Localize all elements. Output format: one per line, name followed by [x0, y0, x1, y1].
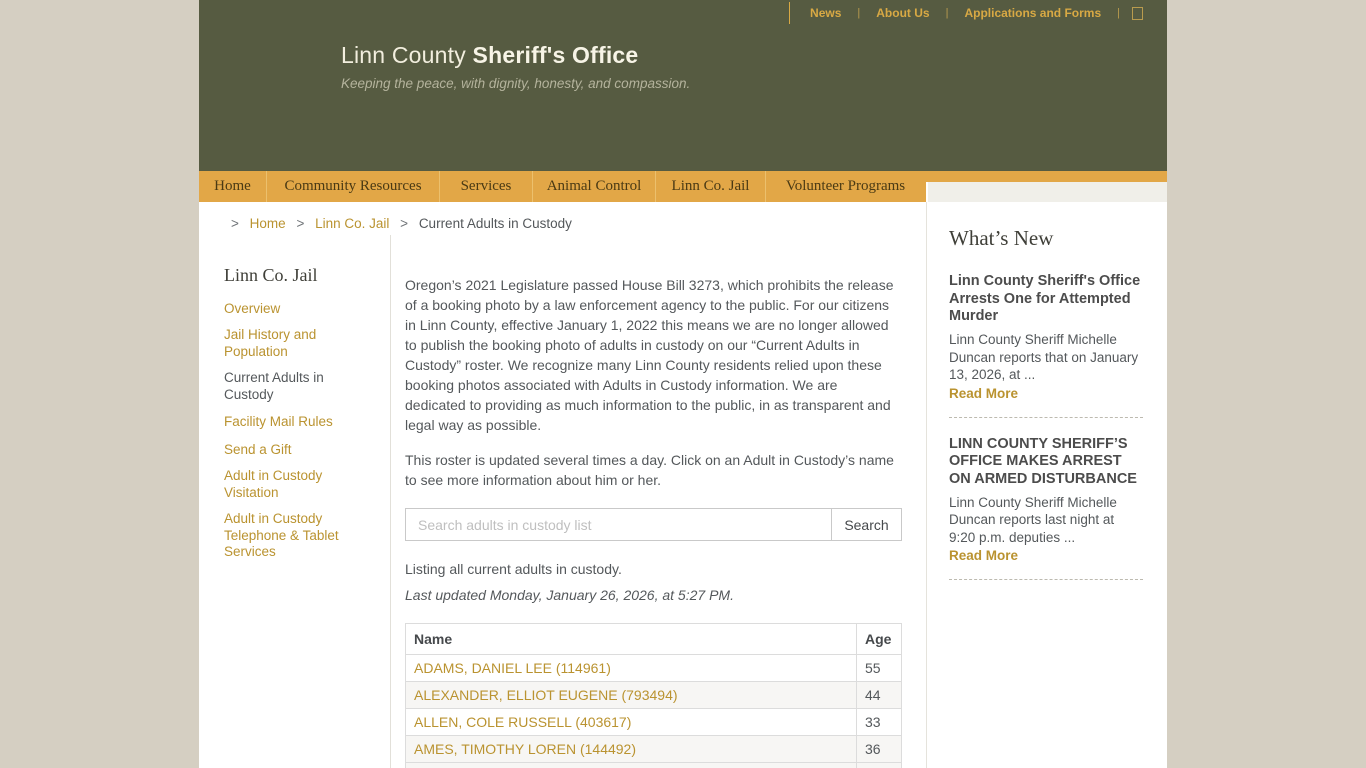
jail-nav-item — [224, 300, 374, 317]
jail-nav-item — [224, 327, 374, 360]
search-input[interactable] — [406, 509, 831, 540]
main-nav — [199, 171, 926, 202]
topbar-link-wrap — [804, 6, 870, 20]
topbar-link[interactable]: About Us — [876, 6, 930, 20]
inmate-name-link[interactable]: AMES, TIMOTHY LOREN (144492) — [414, 741, 636, 758]
nav-tab[interactable]: Services — [440, 171, 533, 202]
main-columns — [199, 235, 926, 768]
custody-article — [391, 235, 926, 768]
nav-tab[interactable]: Animal Control — [533, 171, 656, 202]
site-title-regular: Linn County — [341, 42, 466, 68]
jail-nav-item — [224, 468, 374, 501]
inmate-name-cell — [406, 709, 857, 736]
jail-nav-item — [224, 370, 374, 403]
column-header-name: Name — [406, 624, 857, 655]
site-title-bold: Sheriff's Office — [472, 42, 639, 68]
nav-row — [199, 171, 1167, 202]
topbar-link-wrap — [958, 6, 1130, 20]
jail-nav-item — [224, 441, 374, 458]
topbar-divider — [789, 2, 790, 24]
jail-nav-link[interactable]: Overview — [224, 301, 281, 316]
inmate-name-link[interactable]: ALEXANDER, ELLIOT EUGENE (793494) — [414, 687, 678, 704]
news-excerpt: Linn County Sheriff Michelle Duncan reports that on January 13, 2026, at ... — [949, 332, 1139, 383]
breadcrumb-separator: > — [400, 216, 409, 231]
column-header-age: Age — [857, 624, 902, 655]
custody-table — [405, 623, 902, 768]
breadcrumb-item — [289, 216, 393, 231]
table-body — [406, 655, 902, 763]
jail-section-nav — [199, 235, 391, 768]
news-excerpt: Linn County Sheriff Michelle Duncan reports last night at 9:20 p.m. deputies ... — [949, 494, 1117, 545]
news-item — [949, 273, 1143, 418]
utility-nav — [789, 0, 1167, 26]
news-list — [949, 273, 1143, 580]
roster-paragraph: This roster is updated several times a day. Click on an Adult in Custody’s name to see more information about him or her. — [405, 452, 894, 489]
topbar-separator: | — [1117, 7, 1120, 19]
table-row — [406, 682, 902, 709]
breadcrumb — [199, 202, 926, 235]
jail-section-heading: Linn Co. Jail — [224, 265, 318, 285]
nav-right-strip — [926, 171, 1167, 202]
inmate-age-cell: 44 — [857, 682, 902, 709]
breadcrumb-link[interactable]: Current Adults in Custody — [418, 216, 572, 231]
jail-nav-link[interactable]: Facility Mail Rules — [224, 414, 333, 430]
intro-paragraph: Oregon’s 2021 Legislature passed House Bill 3273, which prohibits the release of a booking photo by a law enforcement agency to the public. For our citizens in Linn County, effective January 1, 2022 this means we are no longer allowed to publish the booking photo of adults in custody on our “Current Adults in Custody” roster. We recognize many Linn County residents relied upon these booking photos associated with Adults in Custody information. We are dedicated to providing as much information to the public, in as transparent and legal way as possible. — [405, 277, 894, 434]
gray-accent-strip — [926, 182, 1167, 202]
table-row — [406, 709, 902, 736]
inmate-age-cell: 33 — [857, 709, 902, 736]
inmate-name-cell — [406, 682, 857, 709]
read-more-link[interactable]: Read More — [949, 548, 1019, 564]
inmate-name-cell — [406, 736, 857, 763]
jail-nav-link[interactable]: Adult in Custody Visitation — [224, 468, 323, 500]
jail-nav-item — [224, 511, 374, 560]
breadcrumb-item — [224, 216, 289, 231]
site-header — [199, 0, 1167, 171]
whats-new-sidebar — [926, 202, 1167, 768]
site-container — [199, 0, 1167, 768]
news-title: Linn County Sheriff's Office Arrests One for Attempted Murder — [949, 273, 1141, 325]
nav-tab[interactable]: Home — [199, 171, 267, 202]
whats-new-heading: What’s New — [949, 226, 1054, 250]
jail-nav-link[interactable]: Adult in Custody Telephone & Tablet Services — [224, 511, 339, 560]
content-area — [199, 202, 1167, 768]
topbar-links — [804, 6, 1130, 20]
jail-nav-link[interactable]: Current Adults in Custody — [224, 370, 324, 402]
search-button[interactable]: Search — [831, 509, 901, 540]
breadcrumb-item — [393, 216, 572, 231]
topbar-link-wrap — [870, 6, 958, 20]
square-glyph-icon[interactable] — [1132, 7, 1143, 20]
inmate-name-cell — [406, 655, 857, 682]
nav-tab[interactable]: Linn Co. Jail — [656, 171, 766, 202]
site-tagline: Keeping the peace, with dignity, honesty, and compassion. — [341, 76, 691, 91]
table-row — [406, 736, 902, 763]
news-item — [949, 436, 1143, 581]
breadcrumb-separator: > — [231, 216, 239, 231]
breadcrumb-link[interactable]: Home — [249, 216, 286, 231]
read-more-link[interactable]: Read More — [949, 385, 1019, 401]
table-row — [406, 655, 902, 682]
nav-tab[interactable]: Volunteer Programs — [785, 178, 906, 194]
search-box — [405, 508, 902, 541]
table-row-partial — [406, 763, 902, 768]
site-title — [341, 42, 1167, 69]
inmate-name-link[interactable]: ALLEN, COLE RUSSELL (403617) — [414, 714, 632, 731]
jail-nav-link[interactable]: Send a Gift — [224, 441, 292, 457]
jail-nav-link[interactable]: Jail History and Population — [224, 327, 317, 359]
main-column — [199, 202, 926, 768]
news-title: LINN COUNTY SHERIFF’S OFFICE MAKES ARREST ON ARMED DISTURBANCE — [949, 435, 1137, 488]
topbar-link[interactable]: Applications and Forms — [964, 6, 1102, 20]
breadcrumb-separator: > — [296, 216, 305, 231]
topbar-link[interactable]: News — [810, 6, 842, 20]
topbar-separator: | — [857, 7, 861, 19]
last-updated-text: Last updated Monday, January 26, 2026, at 5:27 PM. — [405, 587, 734, 604]
inmate-name-link[interactable]: ADAMS, DANIEL LEE (114961) — [414, 660, 611, 677]
listing-text: Listing all current adults in custody. — [405, 561, 622, 578]
table-header-row — [406, 624, 902, 655]
inmate-age-cell: 55 — [857, 655, 902, 682]
nav-tab[interactable]: Community Resources — [267, 171, 440, 202]
partial-name-cell — [406, 763, 857, 768]
inmate-age-cell: 36 — [857, 736, 902, 763]
gold-accent-strip — [926, 171, 1167, 182]
breadcrumb-link[interactable]: Linn Co. Jail — [315, 216, 390, 231]
partial-age-cell — [857, 763, 902, 768]
jail-nav-item — [224, 413, 374, 430]
jail-nav-list — [224, 300, 380, 561]
topbar-separator: | — [945, 7, 949, 19]
